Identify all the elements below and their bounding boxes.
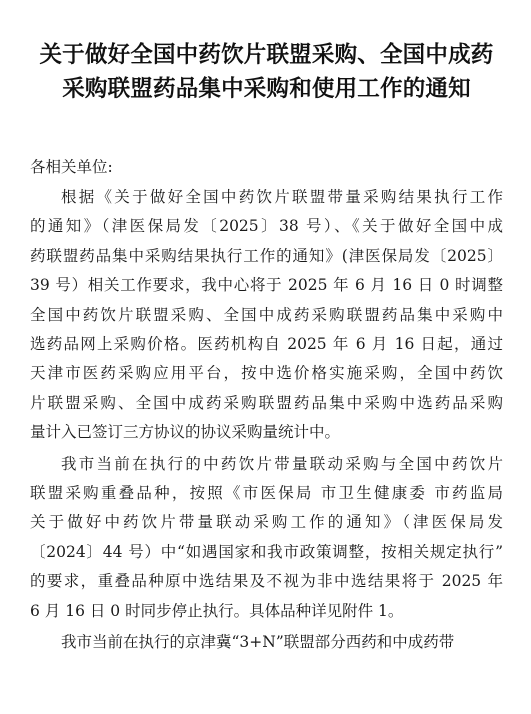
title-line-2: 采购联盟药品集中采购和使用工作的通知	[62, 76, 471, 102]
paragraph-line: 药联盟药品集中采购结果执行工作的通知》(津医保局发〔2025〕	[30, 246, 503, 265]
salutation: 各相关单位:	[30, 158, 113, 176]
paragraph-line: 关于做好中药饮片带量联动采购工作的通知》（津医保局发	[30, 513, 503, 532]
paragraph-line: 39 号）相关工作要求，我中心将于 2025 年 6 月 16 日 0 时调整	[30, 276, 503, 295]
document-title	[30, 38, 503, 106]
paragraph-line: 的通知》（津医保局发〔2025〕38 号）、《关于做好全国中成	[30, 217, 503, 236]
paragraph-1	[30, 183, 503, 448]
paragraph-line: 6 月 16 日 0 时同步停止执行。具体品种详见附件 1。	[30, 601, 404, 620]
paragraph-line: 的要求，重叠品种原中选结果及不视为非中选结果将于 2025 年	[30, 572, 503, 591]
paragraph-line: 全国中药饮片联盟采购、全国中成药采购联盟药品集中采购中	[30, 305, 503, 324]
paragraph-line: 我市当前在执行的京津冀“3+N”联盟部分西药和中成药带	[61, 633, 455, 652]
paragraph-line: 我市当前在执行的中药饮片带量联动采购与全国中药饮片	[61, 454, 503, 473]
paragraph-line: 选药品网上采购价格。医药机构自 2025 年 6 月 16 日起，通过	[30, 335, 503, 354]
paragraph-line: 天津市医药采购应用平台，按中选价格实施采购，全国中药饮	[30, 364, 503, 383]
paragraph-2	[30, 450, 503, 626]
paragraph-line: 根据《关于做好全国中药饮片联盟带量采购结果执行工作	[61, 188, 503, 206]
paragraph-3	[30, 628, 503, 657]
paragraph-line: 量计入已签订三方协议的协议采购量统计中。	[30, 423, 341, 442]
paragraph-line: 联盟采购重叠品种，按照《市医保局 市卫生健康委 市药监局	[30, 484, 503, 503]
title-line-1: 关于做好全国中药饮片联盟采购、全国中成药	[39, 42, 494, 68]
paragraph-line: 片联盟采购、全国中成药采购联盟药品集中采购中选药品采购	[30, 393, 503, 412]
paragraph-line: 〔2024〕44 号）中“如遇国家和我市政策调整，按相关规定执行”	[30, 542, 503, 561]
